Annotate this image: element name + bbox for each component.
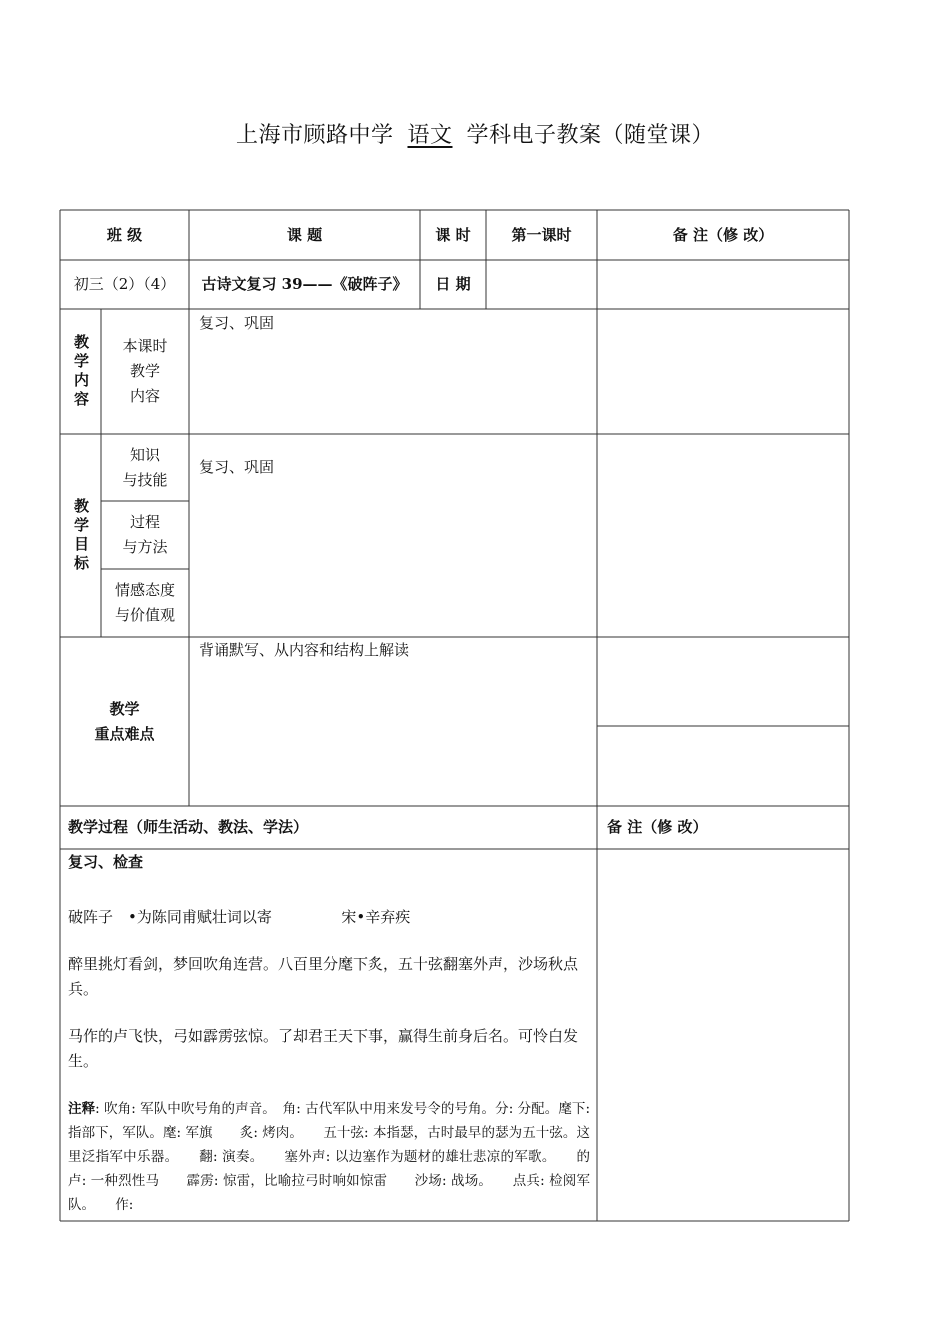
content-sub-label-line: 本课时: [122, 337, 168, 355]
goals-section-label: 教学目标: [72, 497, 90, 574]
process-remarks-header: 备 注（修 改）: [607, 818, 708, 836]
poem-title-line: [68, 905, 590, 930]
goal-process: [101, 501, 189, 569]
page-title: [0, 118, 950, 149]
goal-line: 过程: [129, 513, 160, 531]
goals-section-label-cell: [60, 434, 101, 637]
title-subject: 语文: [407, 123, 453, 148]
class-header: 班 级: [106, 225, 143, 244]
content-value: 复习、巩固: [199, 314, 275, 332]
keypoints-value: 背诵默写、从内容和结构上解读: [199, 641, 410, 659]
period-header: 课 时: [435, 225, 471, 244]
poem-stanza-2: 马作的卢飞快，弓如霹雳弦惊。了却君王天下事，赢得生前身后名。可怜白发生。: [68, 1027, 579, 1070]
goal-line: 知识: [129, 445, 160, 464]
poem-title: 破阵子 •为陈同甫赋壮词以寄: [68, 908, 272, 926]
content-section-label-cell: [60, 309, 101, 434]
process-header: 教学过程（师生活动、教法、学法）: [68, 818, 309, 836]
title-suffix: 学科电子教案（随堂课）: [466, 123, 715, 148]
content-sub-label-line: 教学: [129, 362, 160, 380]
content-section-label: 教学内容: [72, 333, 90, 410]
poem-notes: [68, 1097, 590, 1217]
notes-text: : 吹角: 军队中吹号角的声音。 角: 古代军队中用来发号令的号角。分: 分配。麾下: 指部下，军队。麾: 军旗 炙: 烤肉。 五十弦: 本指瑟，古时最早的瑟为五十弦。这里泛指军中乐器。 翻: 演奏。 塞外声: 以边塞作为题材的雄壮悲凉的军歌。 的卢: 一种烈性马 霹雳: 惊雷，比喻拉弓时响如惊雷 沙场: 战场。 点兵: 检阅军队。 作:: [68, 1101, 591, 1213]
class-value: 初三（2）（4）: [73, 275, 176, 293]
goal-line: 与价值观: [114, 606, 175, 624]
keypoints-label-line: 教学: [109, 699, 140, 718]
topic-header: 课 题: [286, 225, 323, 244]
remarks-header: 备 注（修 改）: [672, 225, 774, 244]
goal-line: 情感态度: [114, 581, 175, 599]
goal-knowledge: [101, 434, 189, 501]
goal-emotion: [101, 569, 189, 637]
content-sub-label: [101, 309, 189, 434]
notes-label: 注释: [68, 1101, 96, 1117]
date-label: 日 期: [435, 275, 471, 293]
goal-line: 与技能: [122, 470, 168, 489]
title-prefix: 上海市顾路中学: [235, 123, 394, 148]
poem-stanza-1: 醉里挑灯看剑，梦回吹角连营。八百里分麾下炙，五十弦翻塞外声，沙场秋点兵。: [68, 955, 579, 998]
date-value: [486, 260, 597, 309]
goal-line: 与方法: [122, 538, 168, 556]
period-value: 第一课时: [511, 225, 572, 244]
keypoints-label: [60, 637, 189, 806]
topic-value: 古诗文复习 39——《破阵子》: [201, 275, 408, 293]
content-sub-label-line: 内容: [129, 387, 160, 405]
keypoints-label-line: 重点难点: [94, 724, 155, 743]
goals-value: 复习、巩固: [199, 458, 275, 476]
poem-author: 宋•辛弃疾: [341, 908, 411, 926]
process-heading: 复习、检查: [68, 853, 144, 871]
